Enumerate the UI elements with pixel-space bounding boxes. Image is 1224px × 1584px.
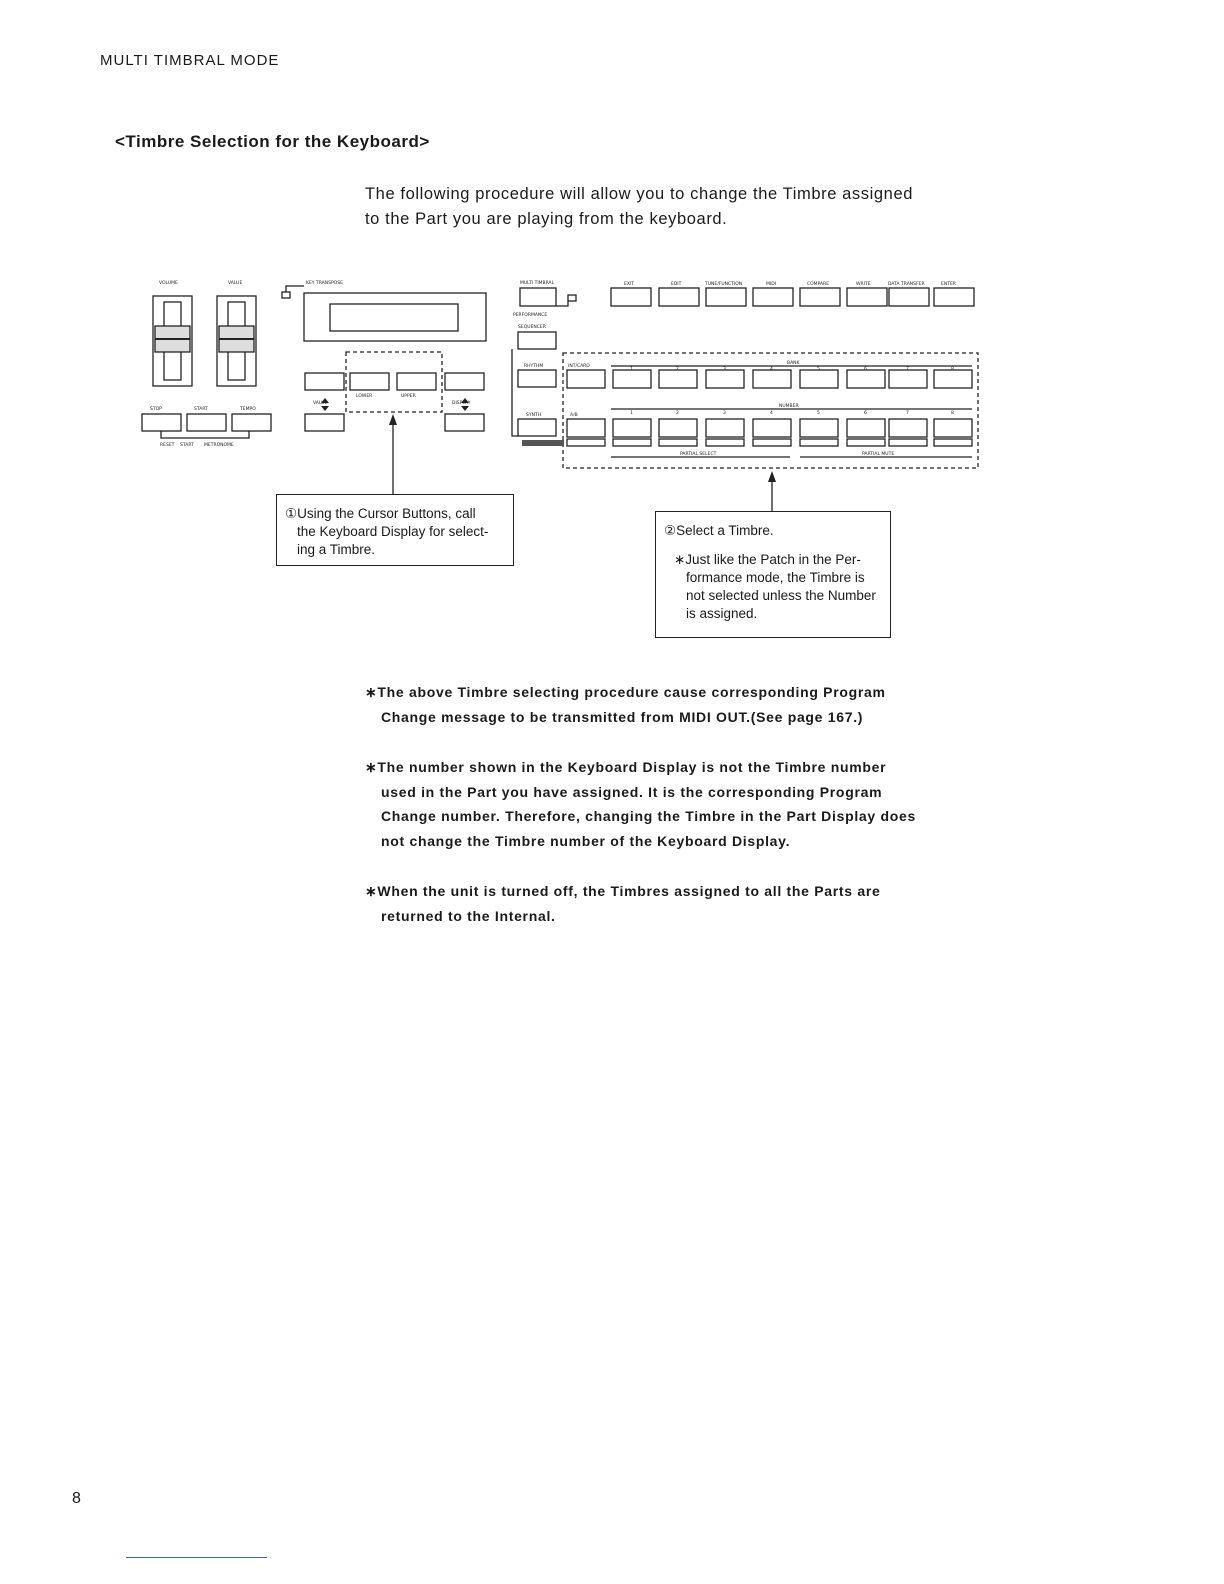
label-ab: A/B bbox=[570, 413, 578, 418]
label-midi: MIDI bbox=[766, 282, 777, 287]
number-num-5: 5 bbox=[817, 411, 820, 416]
callout2-note-2: formance mode, the Timbre is bbox=[686, 570, 865, 585]
label-stop: STOP bbox=[150, 407, 162, 412]
label-value-2: VALUE bbox=[313, 401, 328, 406]
bank-num-6: 6 bbox=[864, 367, 867, 372]
label-start: START bbox=[194, 407, 208, 412]
number-num-8: 8 bbox=[951, 411, 954, 416]
label-multi-timbral: MULTI TIMBRAL bbox=[520, 281, 555, 286]
partial-buttons bbox=[613, 439, 972, 446]
note2-line-2: used in the Part you have assigned. It is the corresponding Program bbox=[381, 783, 883, 800]
note1-line-1: ∗The above Timbre selecting procedure cause corresponding Program bbox=[365, 684, 886, 700]
number-num-7: 7 bbox=[906, 411, 909, 416]
note-program-change bbox=[365, 680, 977, 729]
note-power-off bbox=[365, 879, 977, 928]
number-num-1: 1 bbox=[630, 411, 633, 416]
number-num-3: 3 bbox=[723, 411, 726, 416]
label-edit: EDIT bbox=[671, 282, 682, 287]
number-num-6: 6 bbox=[864, 411, 867, 416]
callout2-note-3: not selected unless the Number bbox=[686, 588, 876, 603]
label-lower: LOWER bbox=[356, 394, 373, 399]
callout2-title: ②Select a Timbre. bbox=[664, 523, 774, 538]
bank-num-1: 1 bbox=[630, 367, 633, 372]
label-upper: UPPER bbox=[401, 394, 416, 399]
bank-num-3: 3 bbox=[723, 367, 726, 372]
page-number: 8 bbox=[72, 1490, 81, 1507]
bank-num-5: 5 bbox=[817, 367, 820, 372]
note2-line-3: Change number. Therefore, changing the Timbre in the Part Display does bbox=[381, 808, 916, 824]
label-synth: SYNTH bbox=[526, 413, 542, 418]
bank-num-4: 4 bbox=[770, 367, 773, 372]
callout2-note-4: is assigned. bbox=[686, 606, 758, 621]
callout2-note-1: ∗Just like the Patch in the Per- bbox=[674, 552, 861, 567]
note1-line-2: Change message to be transmitted from MIDI OUT.(See page 167.) bbox=[381, 708, 864, 725]
bank-num-2: 2 bbox=[676, 367, 679, 372]
label-reset: RESET bbox=[160, 443, 175, 448]
note3-line-1: ∗When the unit is turned off, the Timbres assigned to all the Parts are bbox=[365, 883, 881, 899]
label-int-card: INT/CARD bbox=[568, 364, 590, 369]
footer-rule bbox=[126, 1557, 267, 1558]
note2-line-4: not change the Timbre number of the Keyboard Display. bbox=[381, 832, 791, 849]
notes-section bbox=[365, 680, 977, 954]
callout1-line-1: ①Using the Cursor Buttons, call bbox=[285, 506, 476, 521]
number-buttons bbox=[613, 419, 972, 437]
label-number: NUMBER bbox=[779, 404, 799, 409]
label-key-transpose: KEY TRANSPOSE bbox=[306, 281, 343, 286]
label-exit: EXIT bbox=[624, 282, 635, 287]
label-value: VALUE bbox=[228, 281, 243, 286]
callout-cursor-buttons bbox=[276, 494, 514, 566]
label-write: WRITE bbox=[856, 282, 871, 287]
running-header: MULTI TIMBRAL MODE bbox=[100, 52, 280, 69]
note3-line-2: returned to the Internal. bbox=[381, 907, 556, 924]
label-performance: PERFORMANCE bbox=[513, 313, 548, 318]
label-data-transfer: DATA TRANSFER bbox=[888, 282, 925, 287]
note2-line-1: ∗The number shown in the Keyboard Display is not the Timbre number bbox=[365, 759, 887, 775]
note-keyboard-display bbox=[365, 755, 977, 853]
intro-line-2: to the Part you are playing from the keyboard. bbox=[365, 210, 728, 228]
bank-num-8: 8 bbox=[951, 367, 954, 372]
number-num-4: 4 bbox=[770, 411, 773, 416]
label-display: DISPLAY bbox=[452, 401, 471, 406]
callout-select-timbre bbox=[655, 511, 891, 638]
bank-num-7: 7 bbox=[906, 367, 909, 372]
label-tune-function: TUNE/FUNCTION bbox=[705, 282, 743, 287]
label-partial-select: PARTIAL SELECT bbox=[680, 452, 717, 457]
callout1-line-3: ing a Timbre. bbox=[297, 542, 376, 557]
label-tempo: TEMPO bbox=[240, 407, 256, 412]
label-bank: BANK bbox=[787, 361, 800, 366]
bank-buttons bbox=[613, 370, 972, 388]
label-start-2: START bbox=[180, 443, 194, 448]
label-compare: COMPARE bbox=[807, 282, 830, 287]
label-sequencer: SEQUENCER bbox=[518, 325, 546, 330]
section-title: <Timbre Selection for the Keyboard> bbox=[115, 132, 430, 151]
label-volume: VOLUME bbox=[159, 281, 178, 286]
label-rhythm: RHYTHM bbox=[524, 364, 544, 369]
callout1-line-2: the Keyboard Display for select- bbox=[297, 524, 489, 539]
number-num-2: 2 bbox=[676, 411, 679, 416]
label-partial-mute: PARTIAL MUTE bbox=[862, 452, 895, 457]
label-enter: ENTER bbox=[941, 282, 956, 287]
label-metronome: METRONOME bbox=[204, 443, 234, 448]
intro-line-1: The following procedure will allow you to change the Timbre assigned bbox=[365, 185, 913, 203]
